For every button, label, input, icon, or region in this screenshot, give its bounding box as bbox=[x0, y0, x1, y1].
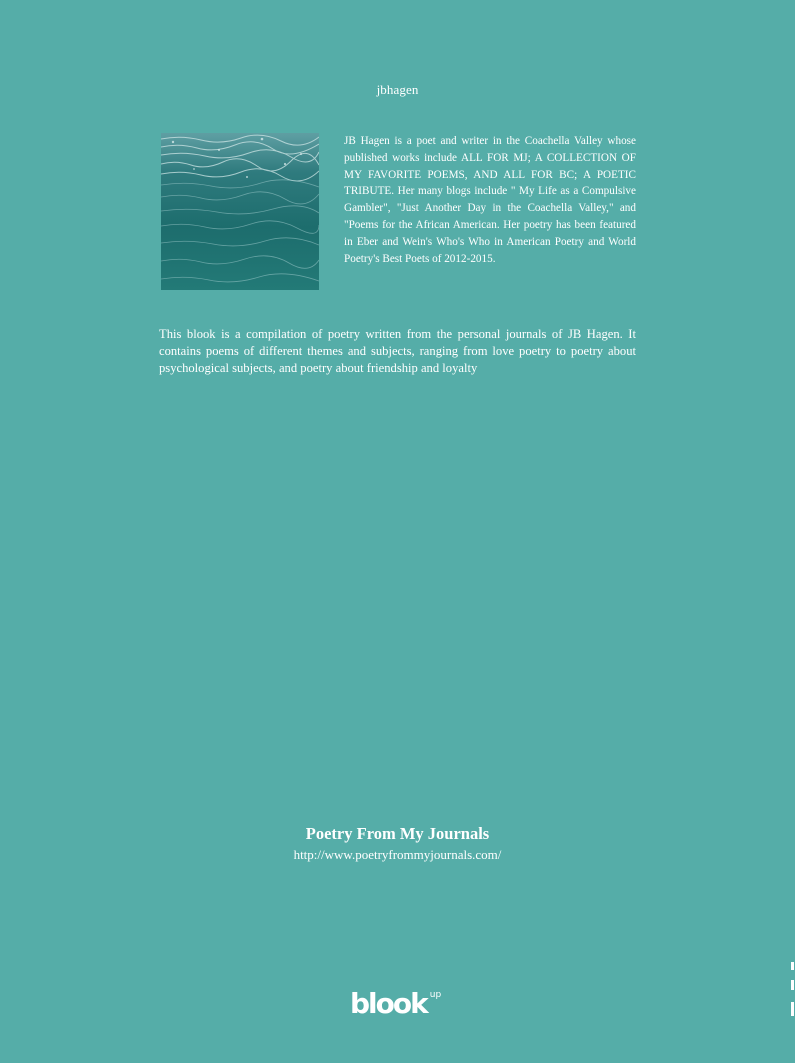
logo-superscript: up bbox=[429, 990, 442, 1000]
blog-title: Poetry From My Journals bbox=[305, 824, 490, 843]
spine-edge-marks bbox=[789, 958, 795, 1020]
ocean-photo-image bbox=[161, 133, 319, 290]
blook-description: This blook is a compilation of poetry written from the personal journals of JB Hagen. It contains poems of different themes and subjects, ranging from love poetry to poetry about psychological subjects, and poetry about friendship and loyalty bbox=[159, 327, 636, 376]
ocean-photo bbox=[161, 133, 319, 290]
blookup-logo bbox=[350, 987, 442, 1020]
author-bio: JB Hagen is a poet and writer in the Coachella Valley whose published works include ALL FOR MJ; A COLLECTION OF MY FAVORITE POEMS, AND ALL FOR BC; A POETIC TRIBUTE. Her many blogs include " My Life as a Compulsive Gambler", "Just Another Day in the Coachella Valley," and "Poems for the African American. Her poetry has been featured in Eber and Wein's Who's Who in American Poetry and World Poetry's Best Poets of 2012-2015. bbox=[344, 135, 636, 265]
blog-url[interactable]: http://www.poetryfrommyjournals.com/ bbox=[293, 847, 502, 862]
author-name: jbhagen bbox=[376, 82, 419, 97]
spine-mark bbox=[791, 1002, 794, 1016]
spine-mark bbox=[791, 962, 794, 970]
logo-wordmark: blook bbox=[350, 987, 427, 1020]
spine-mark bbox=[791, 980, 794, 990]
